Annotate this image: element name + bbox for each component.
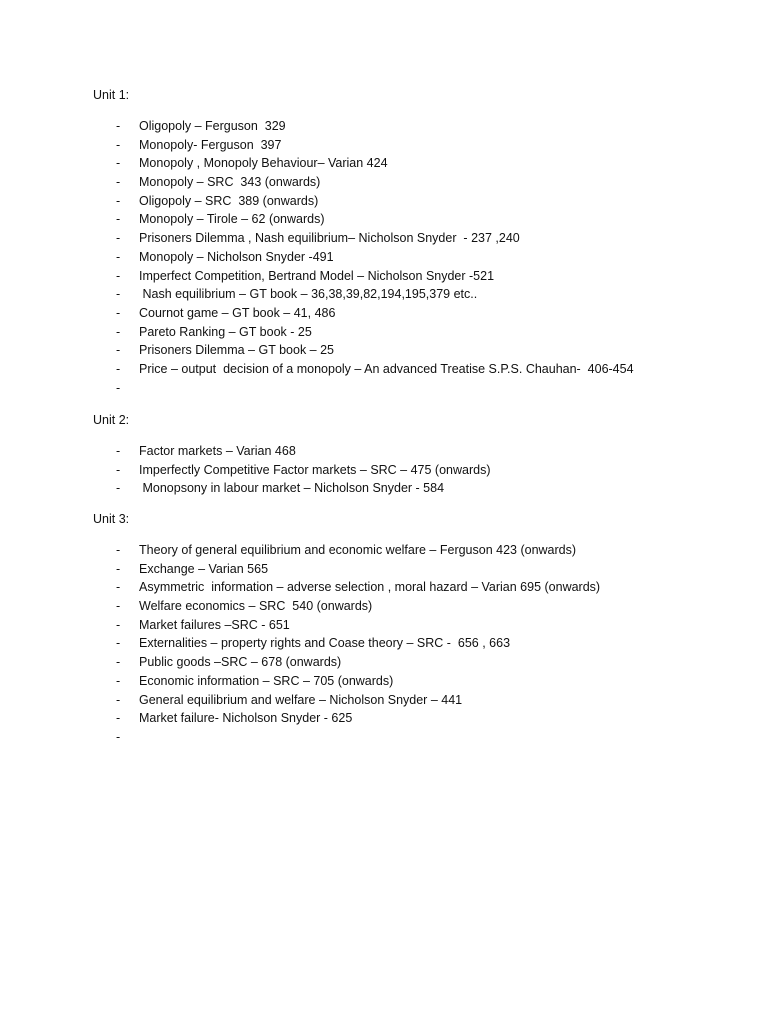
bullet-dash: -	[116, 444, 121, 458]
list-item-text: Imperfect Competition, Bertrand Model – Nicholson Snyder -521	[139, 268, 495, 283]
list-item	[93, 360, 733, 379]
list-item	[93, 479, 733, 498]
list-item	[93, 672, 733, 691]
list-item	[93, 578, 733, 597]
list-item	[93, 248, 733, 267]
bullet-dash: -	[116, 462, 121, 477]
list-item-text: Theory of general equilibrium and economic welfare – Ferguson 423 (onwards)	[139, 543, 577, 557]
bullet-dash: -	[116, 636, 121, 651]
list-item-text: Nash equilibrium – GT book – 36,38,39,82,194,195,379 etc..	[139, 287, 478, 302]
unit-3-section	[93, 510, 733, 747]
list-item	[93, 691, 733, 710]
bullet-dash: -	[116, 729, 121, 744]
list-item-text: Monopoly , Monopoly Behaviour– Varian 424	[139, 156, 388, 171]
list-item	[93, 709, 733, 728]
list-item	[93, 461, 733, 480]
bullet-dash: -	[116, 655, 121, 670]
list-item-text: Public goods –SRC – 678 (onwards)	[139, 655, 342, 670]
unit-2-section	[93, 411, 733, 498]
unit-heading: Unit 2:	[93, 413, 130, 427]
list-item-text: Factor markets – Varian 468	[139, 444, 296, 458]
list-item	[93, 210, 733, 229]
list-item	[93, 597, 733, 616]
bullet-dash: -	[116, 305, 121, 320]
list-item-text: Market failures –SRC - 651	[139, 617, 290, 632]
list-item-text: Monopoly – Tirole – 62 (onwards)	[139, 212, 325, 227]
list-item-text: Monopoly- Ferguson 397	[139, 137, 282, 152]
bullet-dash: -	[116, 692, 121, 707]
bullet-dash: -	[116, 580, 121, 595]
list-item-text: Pareto Ranking – GT book - 25	[139, 324, 312, 339]
list-item	[93, 285, 733, 304]
list-item-text: Exchange – Varian 565	[139, 561, 269, 576]
list-item-text: Prisoners Dilemma – GT book – 25	[139, 343, 334, 358]
bullet-dash: -	[116, 380, 121, 395]
bullet-dash: -	[116, 673, 121, 688]
bullet-dash: -	[116, 599, 121, 614]
bullet-dash: -	[116, 119, 121, 133]
bullet-dash: -	[116, 343, 121, 358]
bullet-dash: -	[116, 561, 121, 576]
bullet-dash: -	[116, 481, 121, 496]
list-item-text: Market failure- Nicholson Snyder - 625	[139, 711, 353, 726]
list-item	[93, 728, 733, 747]
list-item	[93, 154, 733, 173]
list-item	[93, 442, 733, 461]
list-item-text: Oligopoly – SRC 389 (onwards)	[139, 193, 319, 208]
unit-1-list	[93, 117, 733, 397]
list-item	[93, 117, 733, 136]
bullet-dash: -	[116, 193, 121, 208]
list-item-text: Prisoners Dilemma , Nash equilibrium– Nicholson Snyder - 237 ,240	[139, 231, 520, 246]
list-item-text: Asymmetric information – adverse selection , moral hazard – Varian 695 (onwards)	[139, 580, 601, 595]
unit-3-list	[93, 541, 733, 747]
list-item-text: Economic information – SRC – 705 (onwards)	[139, 673, 394, 688]
list-item	[93, 560, 733, 579]
list-item-text: Oligopoly – Ferguson 329	[139, 119, 286, 133]
list-item	[93, 229, 733, 248]
unit-heading: Unit 3:	[93, 512, 130, 526]
list-item	[93, 541, 733, 560]
bullet-dash: -	[116, 137, 121, 152]
bullet-dash: -	[116, 617, 121, 632]
unit-heading: Unit 1:	[93, 88, 130, 102]
bullet-dash: -	[116, 249, 121, 264]
list-item	[93, 341, 733, 360]
list-item	[93, 323, 733, 342]
list-item-text: Cournot game – GT book – 41, 486	[139, 305, 336, 320]
list-item	[93, 173, 733, 192]
list-item-text: Welfare economics – SRC 540 (onwards)	[139, 599, 373, 614]
bullet-dash: -	[116, 175, 121, 190]
bullet-dash: -	[116, 212, 121, 227]
bullet-dash: -	[116, 543, 121, 557]
list-item-text: Externalities – property rights and Coase theory – SRC - 656 , 663	[139, 636, 511, 651]
list-item	[93, 653, 733, 672]
list-item	[93, 634, 733, 653]
list-item-text: Monopsony in labour market – Nicholson Snyder - 584	[139, 481, 445, 496]
list-item	[93, 304, 733, 323]
list-item	[93, 136, 733, 155]
bullet-dash: -	[116, 268, 121, 283]
list-item-text: Imperfectly Competitive Factor markets – SRC – 475 (onwards)	[139, 462, 491, 477]
unit-2-list	[93, 442, 733, 498]
bullet-dash: -	[116, 324, 121, 339]
list-item-text: Monopoly – SRC 343 (onwards)	[139, 175, 321, 190]
unit-1-section	[93, 86, 733, 397]
list-item	[93, 267, 733, 286]
list-item	[93, 192, 733, 211]
list-item	[93, 616, 733, 635]
list-item-text: Monopoly – Nicholson Snyder -491	[139, 249, 334, 264]
bullet-dash: -	[116, 361, 121, 376]
bullet-dash: -	[116, 711, 121, 726]
list-item-text: General equilibrium and welfare – Nicholson Snyder – 441	[139, 692, 463, 707]
list-item	[93, 379, 733, 398]
list-item-text: Price – output decision of a monopoly – An advanced Treatise S.P.S. Chauhan- 406-454	[139, 361, 634, 376]
bullet-dash: -	[116, 156, 121, 171]
bullet-dash: -	[116, 231, 121, 246]
bullet-dash: -	[116, 287, 121, 302]
